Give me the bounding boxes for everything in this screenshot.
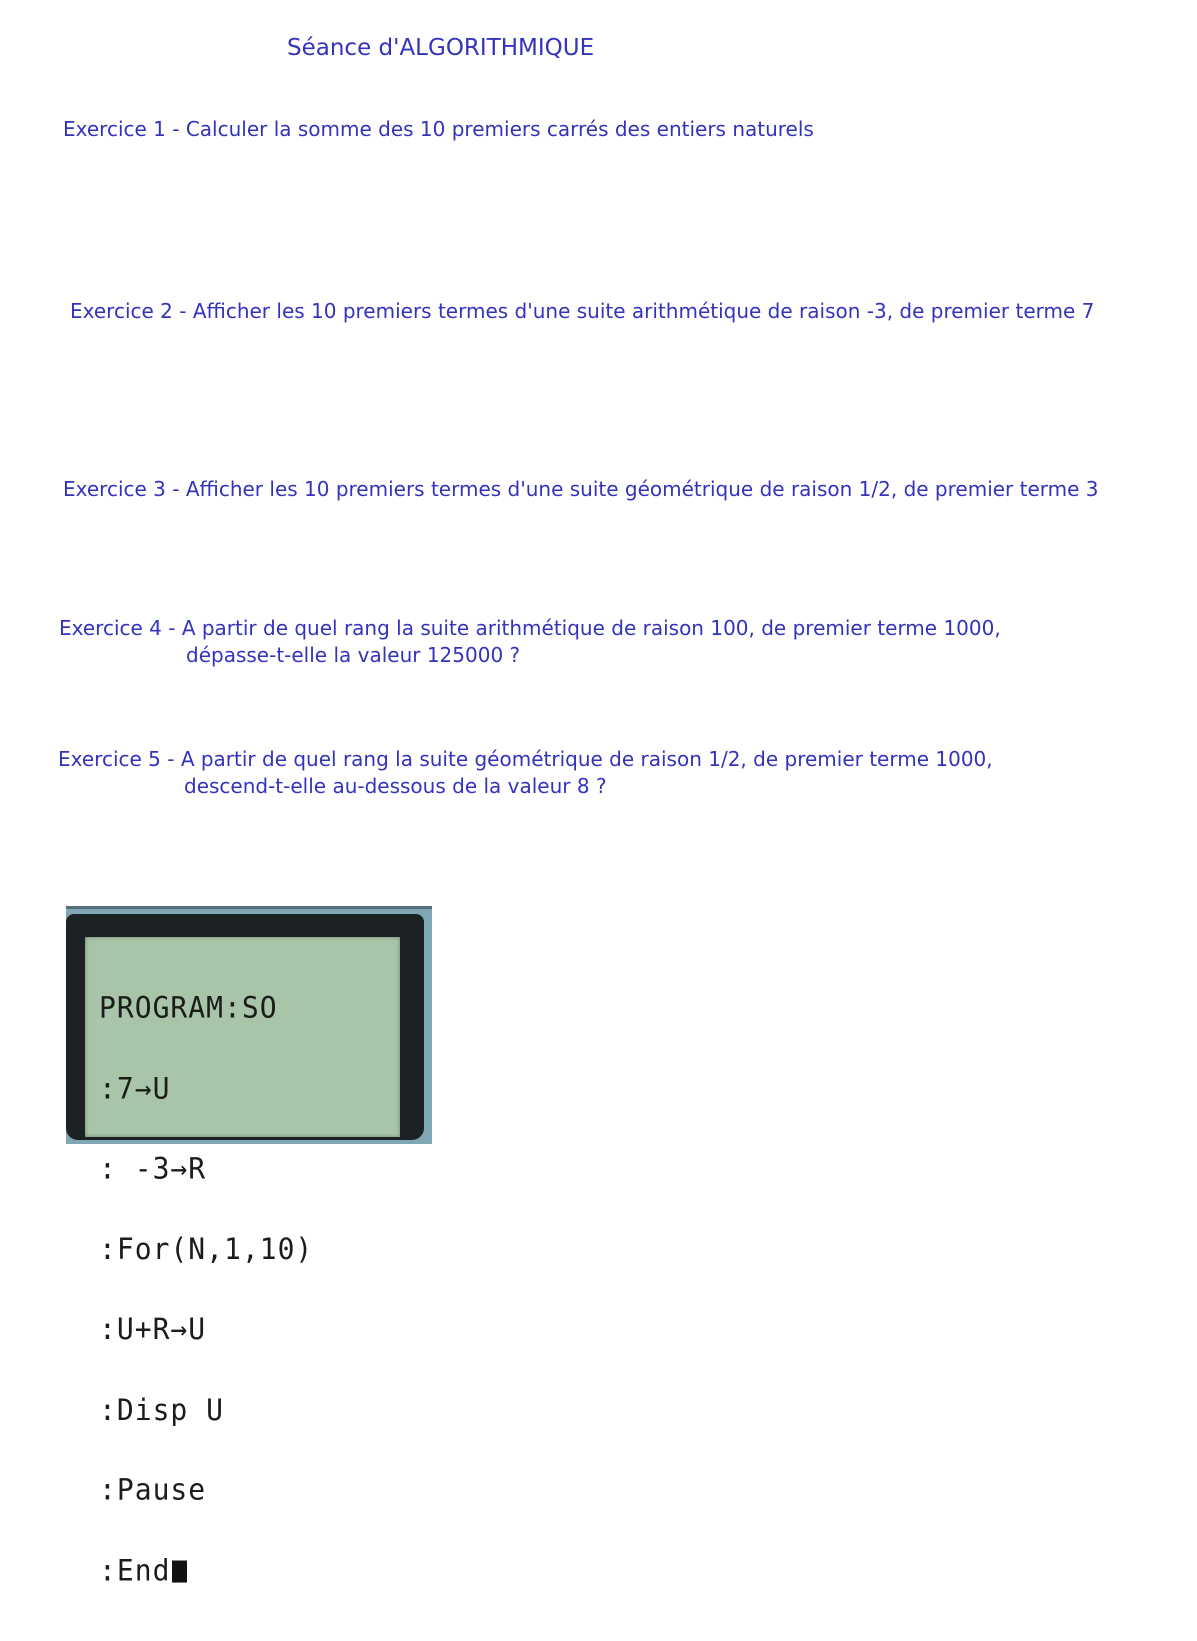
exercise-3-text: Exercice 3 - Afficher les 10 premiers termes d'une suite géométrique de raison 1/2, de premier terme 3	[63, 477, 1099, 501]
page-title: Séance d'ALGORITHMIQUE	[287, 35, 595, 61]
program-line: :End	[99, 1552, 171, 1588]
exercise-5-text-line1: Exercice 5 - A partir de quel rang la suite géométrique de raison 1/2, de premier terme 1000,	[58, 747, 993, 771]
program-line: :7→U	[99, 1070, 171, 1106]
calculator-bezel	[66, 914, 424, 1588]
program-line: :For(N,1,10)	[99, 1231, 314, 1266]
program-line: PROGRAM:SO	[99, 990, 278, 1025]
program-line: : -3→R	[99, 1151, 207, 1186]
exercise-5-text-line2: descend-t-elle au-dessous de la valeur 8 ?	[184, 774, 607, 798]
exercise-4-text-line2: dépasse-t-elle la valeur 125000 ?	[186, 643, 521, 667]
program-line: :U+R→U	[99, 1311, 207, 1347]
program-line: :Disp U	[99, 1391, 225, 1427]
program-listing	[99, 941, 313, 1637]
program-line-last	[99, 1552, 313, 1588]
program-line: :Pause	[99, 1472, 207, 1507]
exercise-4-text-line1: Exercice 4 - A partir de quel rang la suite arithmétique de raison 100, de premier terme 1000,	[59, 616, 1001, 640]
block-cursor-icon	[172, 1560, 187, 1582]
exercise-1-text: Exercice 1 - Calculer la somme des 10 premiers carrés des entiers naturels	[63, 117, 814, 141]
exercise-2-text: Exercice 2 - Afficher les 10 premiers termes d'une suite arithmétique de raison -3, de premier terme 7	[70, 299, 1095, 323]
calculator-screen-image	[66, 906, 432, 1588]
calculator-lcd	[85, 937, 400, 1588]
